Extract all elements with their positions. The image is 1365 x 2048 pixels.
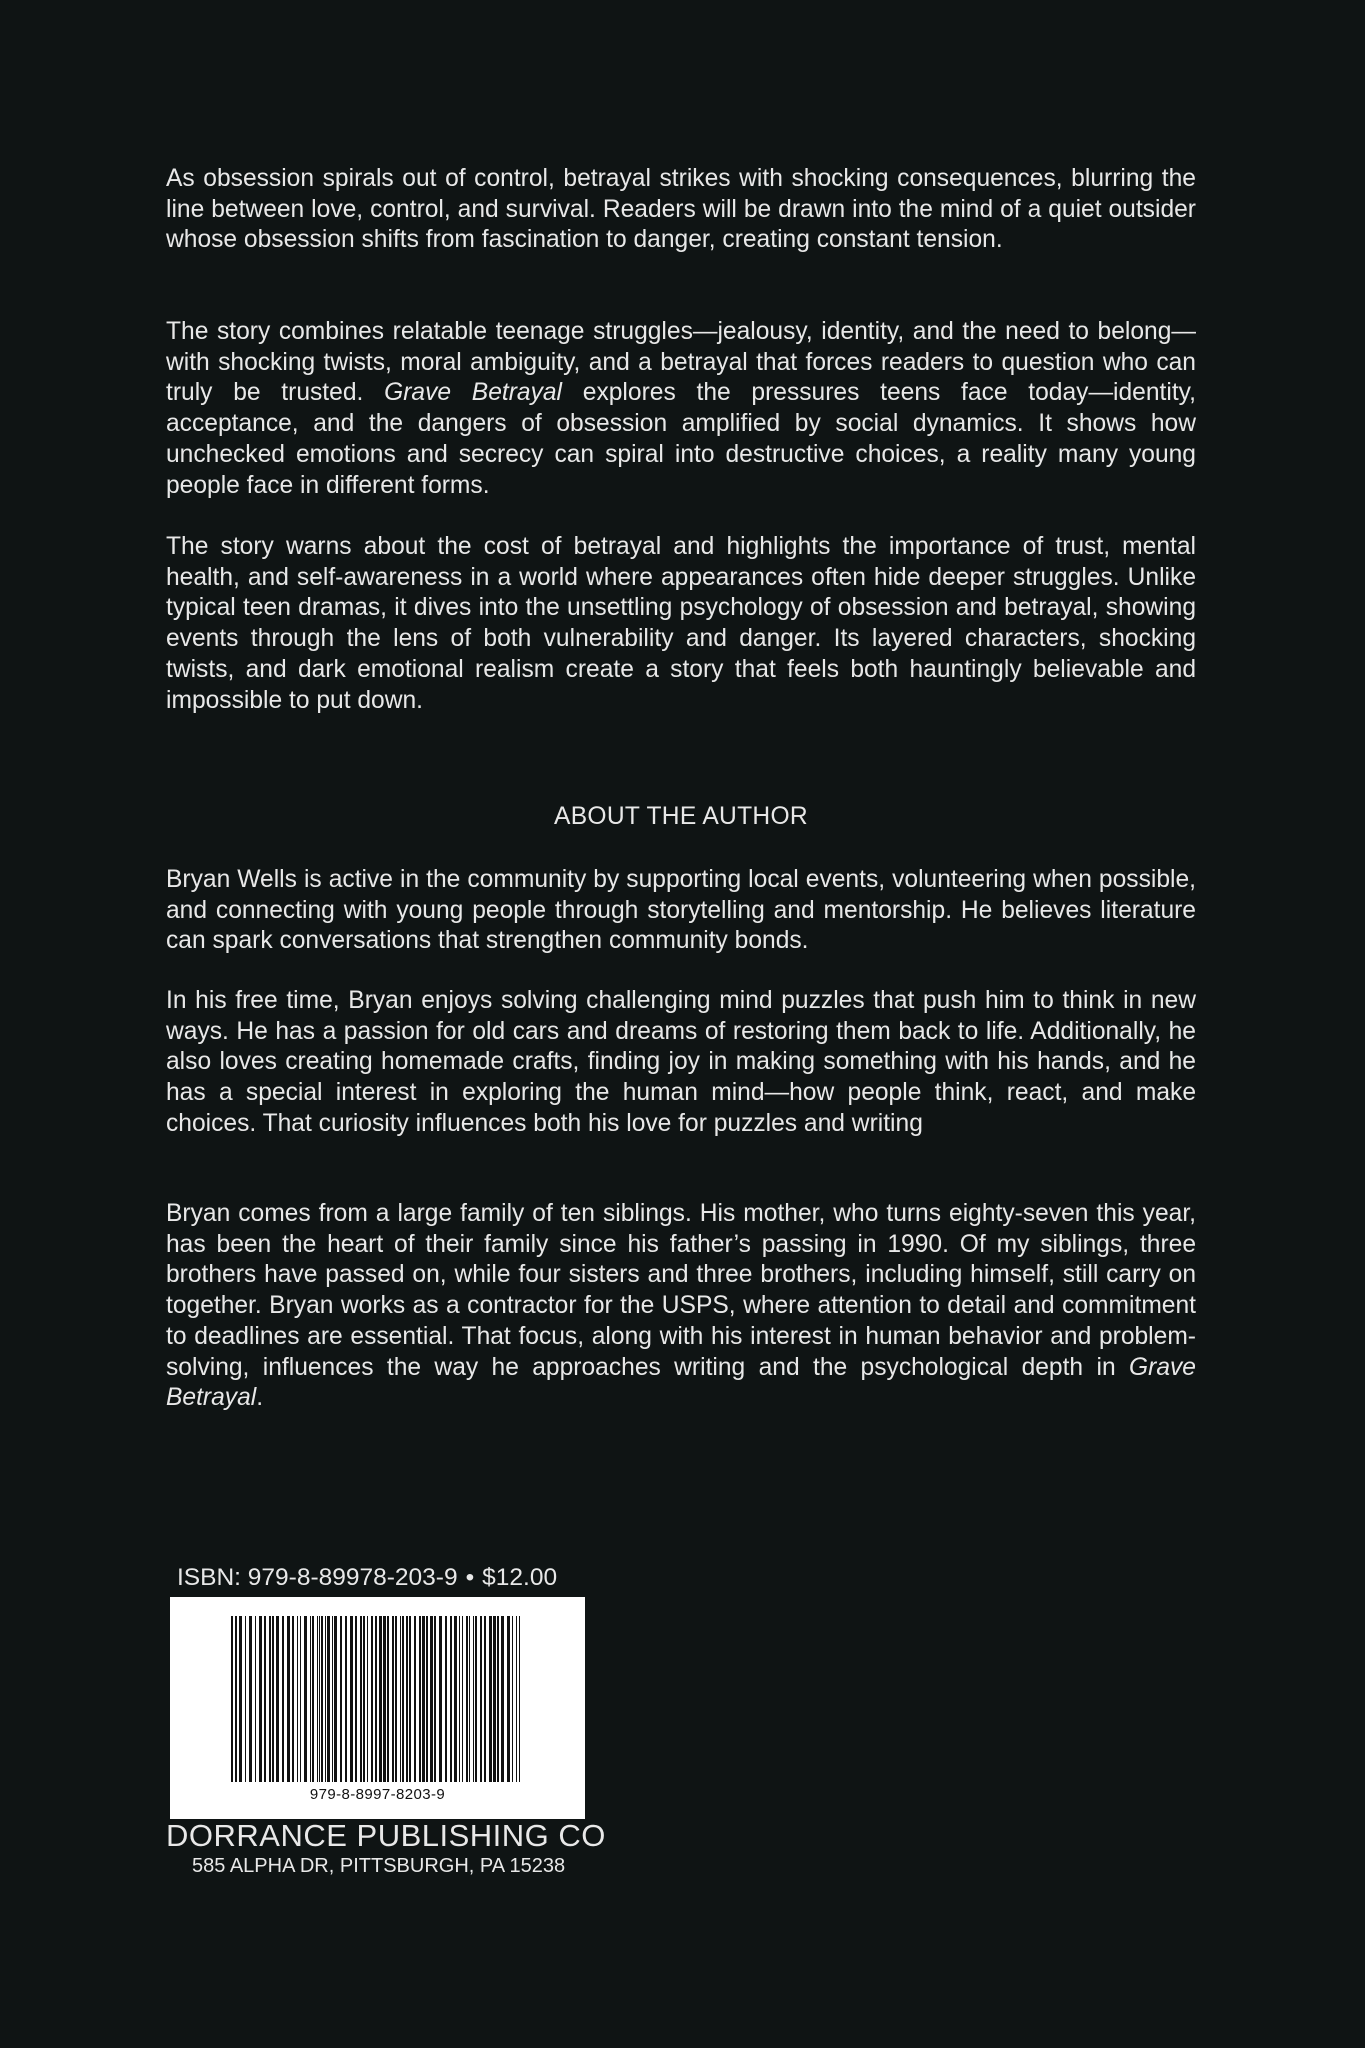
barcode-bar	[312, 1616, 314, 1782]
blurb-paragraph-2-part-2: explores the pressures teens face today—identity, acceptance, and the dangers of obsession amplified by social dynamics. It shows how unchecked emotions and secrecy can spiral into destructive choices, a reality many young people face in different forms.	[166, 379, 1196, 499]
barcode-bar	[321, 1616, 323, 1782]
barcode-bar	[501, 1616, 504, 1782]
price-text: $12.00	[482, 1564, 558, 1591]
barcode-image	[231, 1616, 525, 1782]
barcode-bar	[519, 1616, 520, 1782]
barcode-bar	[450, 1616, 452, 1782]
author-bio-paragraph-3	[166, 1199, 1196, 1414]
barcode-bar	[489, 1616, 492, 1782]
barcode-bar	[363, 1616, 365, 1782]
barcode-bar	[360, 1616, 362, 1782]
barcode-number: 979-8-8997-8203-9	[309, 1786, 446, 1803]
author-bio-paragraph-3-end: .	[256, 1384, 264, 1412]
publisher-name: DORRANCE PUBLISHING CO	[166, 1818, 606, 1853]
barcode-bar	[466, 1616, 468, 1782]
barcode-bar	[235, 1616, 237, 1782]
barcode-bar	[332, 1616, 333, 1782]
blurb-paragraph-3: The story warns about the cost of betrayal and highlights the importance of trust, mental health, and self-awareness in a world where appearances often hide deeper struggles. Unlike typical teen dramas, it dives into the unsettling psychology of obsession and betrayal, showing events through the lens of both vulnerability and danger. Its layered characters, shocking twists, and dark emotional realism create a story that feels both hauntingly believable and impossible to put down.	[166, 533, 1196, 714]
barcode-bar	[383, 1616, 386, 1782]
barcode-bar	[355, 1616, 357, 1782]
barcode-bar	[469, 1616, 470, 1782]
barcode-bar	[430, 1616, 433, 1782]
barcode-bar	[375, 1616, 377, 1782]
barcode-bar	[345, 1616, 347, 1782]
barcode-bar	[317, 1616, 318, 1782]
barcode-box	[170, 1597, 585, 1819]
barcode-bar	[245, 1616, 246, 1782]
author-bio-paragraph-1: Bryan Wells is active in the community by supporting local events, volunteering when possible, and connecting with young people through storytelling and mentorship. He believes literature can spark conversations that strengthen community bonds.	[166, 866, 1196, 955]
barcode-bar	[426, 1616, 428, 1782]
publisher-address: 585 ALPHA DR, PITTSBURGH, PA 15238	[192, 1855, 566, 1877]
barcode-bar	[334, 1616, 337, 1782]
separator-dot: •	[465, 1564, 475, 1591]
barcode-bar	[350, 1616, 353, 1782]
barcode-bar	[484, 1616, 486, 1782]
isbn-price-line	[177, 1563, 557, 1593]
isbn-text: ISBN: 979-8-89978-203-9	[177, 1564, 458, 1591]
author-bio-paragraph-2: In his free time, Bryan enjoys solving challenging mind puzzles that push him to think in new ways. He has a passion for old cars and dreams of restoring them back to life. Additionally, he also loves creating homemade crafts, finding joy in making something with his hands, and he has a special interest in exploring the human mind—how people think, react, and make choices. That curiosity influences both his love for puzzles and writing	[166, 987, 1196, 1137]
barcode-bar	[473, 1616, 474, 1782]
barcode-bar	[264, 1616, 266, 1782]
barcode-bar	[327, 1616, 330, 1782]
barcode-bar	[300, 1616, 301, 1782]
barcode-bar	[512, 1616, 513, 1782]
barcode-bar	[249, 1616, 252, 1782]
blurb-paragraph-2	[166, 317, 1196, 501]
barcode-bar	[475, 1616, 477, 1782]
book-title-italic-bio: Grave Betrayal	[166, 1353, 1196, 1412]
barcode-bar	[292, 1616, 294, 1782]
barcode-bar	[325, 1616, 326, 1782]
barcode-bar	[459, 1616, 460, 1782]
barcode-bar	[409, 1616, 411, 1782]
barcode-bar	[259, 1616, 262, 1782]
barcode-bar	[319, 1616, 320, 1782]
barcode-bar	[395, 1616, 397, 1782]
author-bio-paragraph-3-text: Bryan comes from a large family of ten siblings. His mother, who turns eighty-seven this year, has been the heart of their family since his father’s passing in 1990. Of my siblings, three brothers have passed on, while four sisters and three brothers, including himself, still carry on together. Bryan works as a contractor for the USPS, where attention to detail and commitment to deadlines are essential. That focus, along with his interest in human behavior and problem-solving, influences the way he approaches writing and the psychological depth in	[166, 1200, 1196, 1381]
barcode-bar	[400, 1616, 401, 1782]
barcode-bar	[297, 1616, 298, 1782]
barcode-bar	[282, 1616, 284, 1782]
barcode-bar	[493, 1616, 496, 1782]
barcode-bar	[507, 1616, 510, 1782]
barcode-bar	[310, 1616, 311, 1782]
barcode-bar	[367, 1616, 368, 1782]
barcode-bar	[276, 1616, 279, 1782]
barcode-bar	[272, 1616, 274, 1782]
barcode-bar	[239, 1616, 242, 1782]
barcode-bar	[304, 1616, 307, 1782]
barcode-bar	[434, 1616, 436, 1782]
barcode-bar	[414, 1616, 416, 1782]
barcode-bar	[392, 1616, 394, 1782]
barcode-bar	[439, 1616, 442, 1782]
barcode-bar	[340, 1616, 342, 1782]
about-author-heading: ABOUT THE AUTHOR	[554, 803, 808, 830]
barcode-bar	[462, 1616, 463, 1782]
barcode-bar	[516, 1616, 517, 1782]
blurb-paragraph-2-part-1: The story combines relatable teenage struggles—jealousy, identity, and the need to belong—with shocking twists, moral ambiguity, and a betrayal that forces readers to question who can truly be trusted.	[166, 318, 1196, 407]
barcode-bar	[406, 1616, 408, 1782]
barcode-bar	[379, 1616, 382, 1782]
book-title-italic: Grave Betrayal	[384, 379, 563, 407]
blurb-paragraph-1: As obsession spirals out of control, betrayal strikes with shocking consequences, blurring the line between love, control, and survival. Readers will be drawn into the mind of a quiet outsider whose obsession shifts from fascination to danger, creating constant tension.	[166, 165, 1196, 254]
barcode-bar	[402, 1616, 404, 1782]
barcode-bar	[287, 1616, 290, 1782]
barcode-bar	[497, 1616, 499, 1782]
barcode-bar	[480, 1616, 482, 1782]
barcode-bar	[255, 1616, 256, 1782]
barcode-bar	[445, 1616, 447, 1782]
barcode-bar	[419, 1616, 421, 1782]
barcode-bar	[454, 1616, 457, 1782]
barcode-bar	[371, 1616, 373, 1782]
barcode-bar	[387, 1616, 389, 1782]
barcode-bar	[231, 1616, 233, 1782]
barcode-bar	[269, 1616, 271, 1782]
barcode-bar	[422, 1616, 425, 1782]
